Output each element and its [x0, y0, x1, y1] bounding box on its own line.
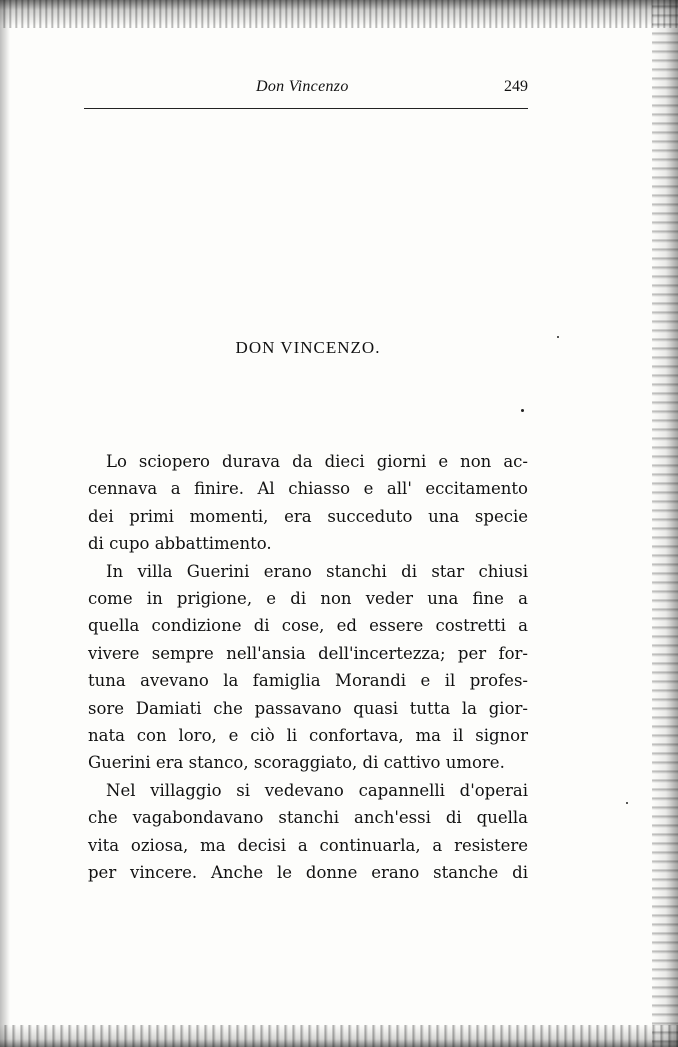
text-line: vita oziosa, ma decisi a continuarla, a resistere — [88, 835, 528, 855]
body-text — [88, 448, 528, 887]
text-line: Nel villaggio si vedevano capannelli d'operai — [106, 780, 528, 800]
text-line: sore Damiati che passavano quasi tutta la gior- — [88, 698, 528, 718]
text-line: di cupo abbattimento. — [88, 534, 272, 554]
scan-speck — [626, 802, 628, 804]
scan-speck — [557, 336, 559, 338]
text-line: che vagabondavano stanchi anch'essi di quella — [88, 808, 528, 828]
header-rule — [84, 108, 528, 109]
paragraph — [88, 448, 528, 558]
scan-edge-bottom — [0, 1025, 678, 1047]
chapter-title: DON VINCENZO. — [235, 338, 381, 357]
text-line: nata con loro, e ciò li confortava, ma il signor — [88, 726, 528, 746]
scan-edge-top — [0, 0, 678, 28]
text-line: come in prigione, e di non veder una fine a — [88, 589, 528, 609]
text-line: dei primi momenti, era succeduto una specie — [88, 506, 528, 526]
text-line: Lo sciopero durava da dieci giorni e non ac- — [106, 452, 528, 471]
text-line: In villa Guerini erano stanchi di star chiusi — [106, 561, 528, 581]
text-line: vivere sempre nell'ansia dell'incertezza; per for- — [88, 643, 528, 663]
text-line: tuna avevano la famiglia Morandi e il profes- — [88, 671, 528, 691]
text-line: quella condizione di cose, ed essere costretti a — [88, 616, 528, 636]
scan-edge-right — [652, 0, 678, 1047]
page-number: 249 — [504, 78, 528, 95]
page-header — [84, 76, 528, 100]
paragraph — [88, 558, 528, 777]
text-line: per vincere. Anche le donne erano stanche di — [88, 863, 528, 883]
text-line: cennava a finire. Al chiasso e all' eccitamento — [88, 479, 528, 499]
running-title: Don Vincenzo — [256, 78, 349, 95]
scan-edge-left — [0, 0, 10, 1047]
scan-speck — [521, 409, 524, 412]
paragraph — [88, 777, 528, 887]
text-line: Guerini era stanco, scoraggiato, di cattivo umore. — [88, 753, 505, 773]
